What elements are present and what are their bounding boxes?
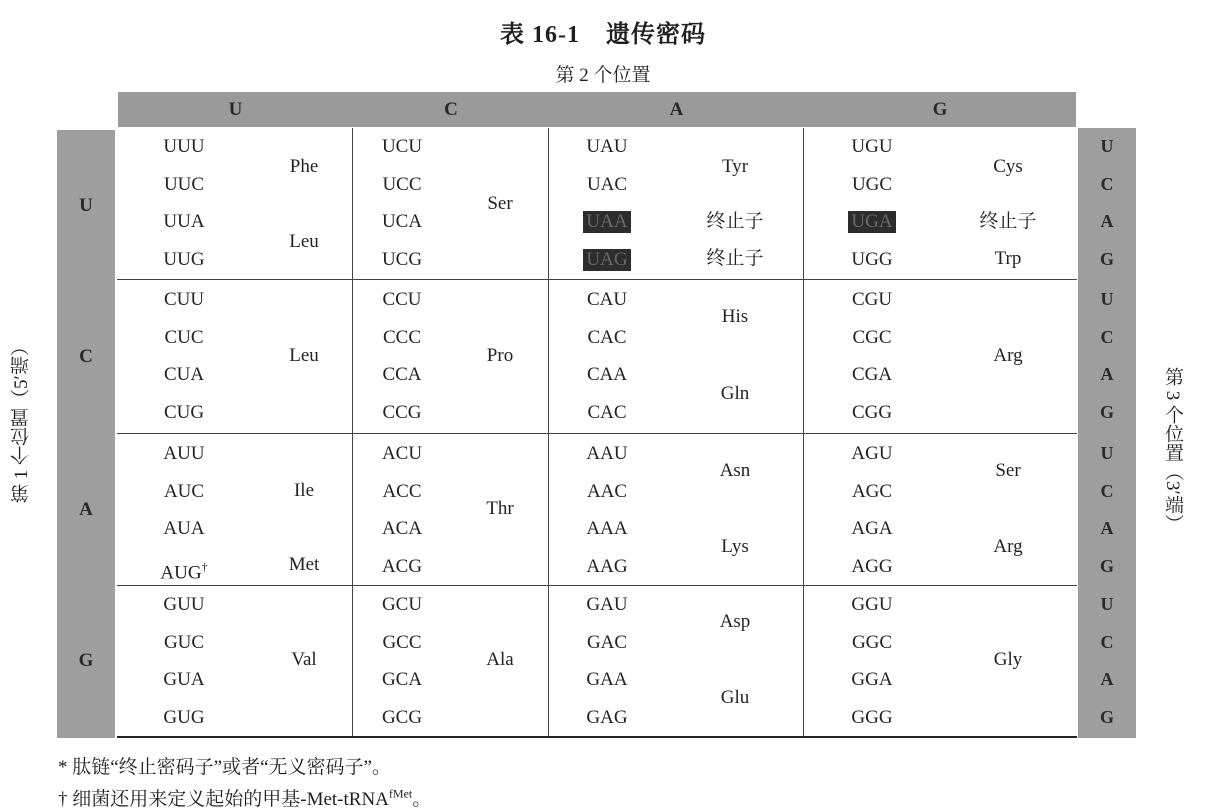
grid-hline xyxy=(117,433,1077,434)
codon: CAU xyxy=(586,289,628,310)
amino-acid: Leu xyxy=(289,231,319,252)
footnote-fmet: fMet xyxy=(388,786,413,801)
amino-acid: Gly xyxy=(993,649,1023,670)
codon: CAC xyxy=(587,402,627,423)
amino-acid: Ile xyxy=(293,480,315,501)
codon: GCU xyxy=(381,594,423,615)
amino-acid: Ser xyxy=(995,460,1021,481)
amino-acid: Gln xyxy=(720,383,750,404)
codon: CGU xyxy=(851,289,893,310)
row-header-u: U xyxy=(79,195,93,216)
amino-acid: Ala xyxy=(486,649,514,670)
row-header-a: A xyxy=(79,499,93,520)
col-header-c: C xyxy=(444,99,458,120)
codon: GCA xyxy=(381,669,423,690)
stop-label: 终止子 xyxy=(706,248,764,269)
codon: AAU xyxy=(586,443,628,464)
codon: GGU xyxy=(851,594,893,615)
codon: UCC xyxy=(382,174,422,195)
footnote-start-text: † 细菌还用来定义起始的甲基-Met-tRNA xyxy=(58,789,389,810)
codon xyxy=(565,249,649,271)
amino-acid: Thr xyxy=(486,498,514,519)
codon: CGG xyxy=(851,402,893,423)
second-position-label: 第 2 个位置 xyxy=(555,65,651,86)
codon: AUA xyxy=(163,518,205,539)
codon: CGA xyxy=(851,364,893,385)
codon: UGG xyxy=(851,249,893,270)
codon: UUC xyxy=(163,174,205,195)
codon xyxy=(565,211,649,233)
codon: GAA xyxy=(586,669,628,690)
third-position-letter: A xyxy=(1100,364,1114,384)
table-number: 表 16-1 xyxy=(500,22,580,48)
footnote-period: 。 xyxy=(412,789,432,810)
amino-acid: Met xyxy=(288,554,320,575)
codon: GAC xyxy=(586,632,628,653)
codon: GUC xyxy=(163,632,205,653)
codon: CCC xyxy=(382,327,422,348)
codon: UAU xyxy=(586,136,628,157)
codon: GGG xyxy=(851,707,893,728)
row-header-c: C xyxy=(79,346,93,367)
codon: AUU xyxy=(163,443,205,464)
codon: UGC xyxy=(851,174,893,195)
amino-acid: Trp xyxy=(994,248,1022,269)
third-position-letter: C xyxy=(1100,327,1114,347)
codon: UAC xyxy=(586,174,628,195)
amino-acid: Phe xyxy=(289,156,319,177)
first-position-bar xyxy=(57,130,115,738)
codon: AAA xyxy=(586,518,628,539)
third-position-letter: U xyxy=(1100,594,1114,614)
codon: CAC xyxy=(587,327,627,348)
grid-vline xyxy=(803,128,804,736)
amino-acid: Leu xyxy=(289,345,319,366)
first-position-label: 第 1 个位置（5′端） xyxy=(11,337,32,503)
codon: CCG xyxy=(382,402,422,423)
codon: AUG† xyxy=(160,560,208,584)
third-position-letter: G xyxy=(1099,707,1114,727)
amino-acid: His xyxy=(721,306,749,327)
codon: CAA xyxy=(586,364,628,385)
amino-acid: Lys xyxy=(721,536,749,557)
amino-acid: Asn xyxy=(719,460,751,481)
codon: GUA xyxy=(163,669,205,690)
amino-acid: Pro xyxy=(486,345,514,366)
codon: UCG xyxy=(381,249,423,270)
footnote-start xyxy=(58,784,431,811)
amino-acid: Asp xyxy=(719,611,751,632)
codon: UUU xyxy=(163,136,205,157)
codon: AUC xyxy=(163,481,205,502)
grid-vline xyxy=(548,128,549,736)
stop-codon-highlight: UGA xyxy=(848,211,895,233)
amino-acid: Ser xyxy=(487,193,513,214)
codon: GAU xyxy=(586,594,628,615)
codon: AGC xyxy=(851,481,893,502)
codon: UCU xyxy=(381,136,423,157)
col-header-u: U xyxy=(228,99,243,120)
third-position-letter: C xyxy=(1100,174,1114,194)
footnote-stop: * 肽链“终止密码子”或者“无义密码子”。 xyxy=(58,757,391,778)
codon: UUG xyxy=(163,249,205,270)
third-position-letter: C xyxy=(1100,481,1114,501)
codon: UCA xyxy=(381,211,423,232)
third-position-letter: G xyxy=(1099,249,1114,269)
codon: CGC xyxy=(852,327,892,348)
codon: GCC xyxy=(382,632,422,653)
amino-acid: Val xyxy=(291,649,317,670)
stop-codon-highlight: UAA xyxy=(583,211,630,233)
amino-acid: Cys xyxy=(993,156,1023,177)
codon xyxy=(830,211,914,233)
codon: AGG xyxy=(851,556,893,577)
codon: CCU xyxy=(382,289,422,310)
row-header-g: G xyxy=(78,650,94,671)
stop-label: 终止子 xyxy=(706,211,764,232)
codon: AGU xyxy=(851,443,893,464)
third-position-letter: U xyxy=(1100,136,1114,156)
codon: CCA xyxy=(382,364,422,385)
stop-codon-highlight: UAG xyxy=(583,249,630,271)
codon: GAG xyxy=(586,707,628,728)
col-header-a: A xyxy=(669,99,684,120)
table-title-text: 遗传密码 xyxy=(606,22,706,48)
codon: ACC xyxy=(382,481,422,502)
codon: UGU xyxy=(851,136,893,157)
third-position-letter: A xyxy=(1100,518,1114,538)
start-codon-mark: † xyxy=(201,560,208,574)
codon: GGC xyxy=(851,632,893,653)
third-position-letter: A xyxy=(1100,669,1114,689)
codon: ACG xyxy=(381,556,423,577)
third-position-letter: U xyxy=(1100,289,1114,309)
codon: AAC xyxy=(586,481,628,502)
amino-acid: Arg xyxy=(993,536,1023,557)
stop-label: 终止子 xyxy=(979,211,1037,232)
third-position-letter: G xyxy=(1099,402,1114,422)
col-header-g: G xyxy=(932,99,948,120)
codon: CUA xyxy=(163,364,205,385)
third-position-letter: U xyxy=(1100,443,1114,463)
grid-hline xyxy=(117,585,1077,586)
codon: GGA xyxy=(851,669,893,690)
codon: ACA xyxy=(381,518,423,539)
codon: GUG xyxy=(163,707,205,728)
table-title xyxy=(0,14,1206,49)
grid-vline xyxy=(352,128,353,736)
third-position-letter: A xyxy=(1100,211,1114,231)
codon: CUC xyxy=(164,327,204,348)
third-position-label: 第 3 个位置（3′端） xyxy=(1162,367,1183,533)
third-position-letter: G xyxy=(1099,556,1114,576)
codon: AGA xyxy=(851,518,893,539)
grid-hline xyxy=(117,279,1077,280)
amino-acid: Arg xyxy=(993,345,1023,366)
codon: CUG xyxy=(163,402,205,423)
codon: ACU xyxy=(381,443,423,464)
codon: GCG xyxy=(381,707,423,728)
codon: GUU xyxy=(163,594,205,615)
amino-acid: Tyr xyxy=(721,156,749,177)
amino-acid: Glu xyxy=(720,687,750,708)
codon: AAG xyxy=(586,556,628,577)
codon: UUA xyxy=(163,211,205,232)
third-position-letter: C xyxy=(1100,632,1114,652)
codon: CUU xyxy=(163,289,205,310)
